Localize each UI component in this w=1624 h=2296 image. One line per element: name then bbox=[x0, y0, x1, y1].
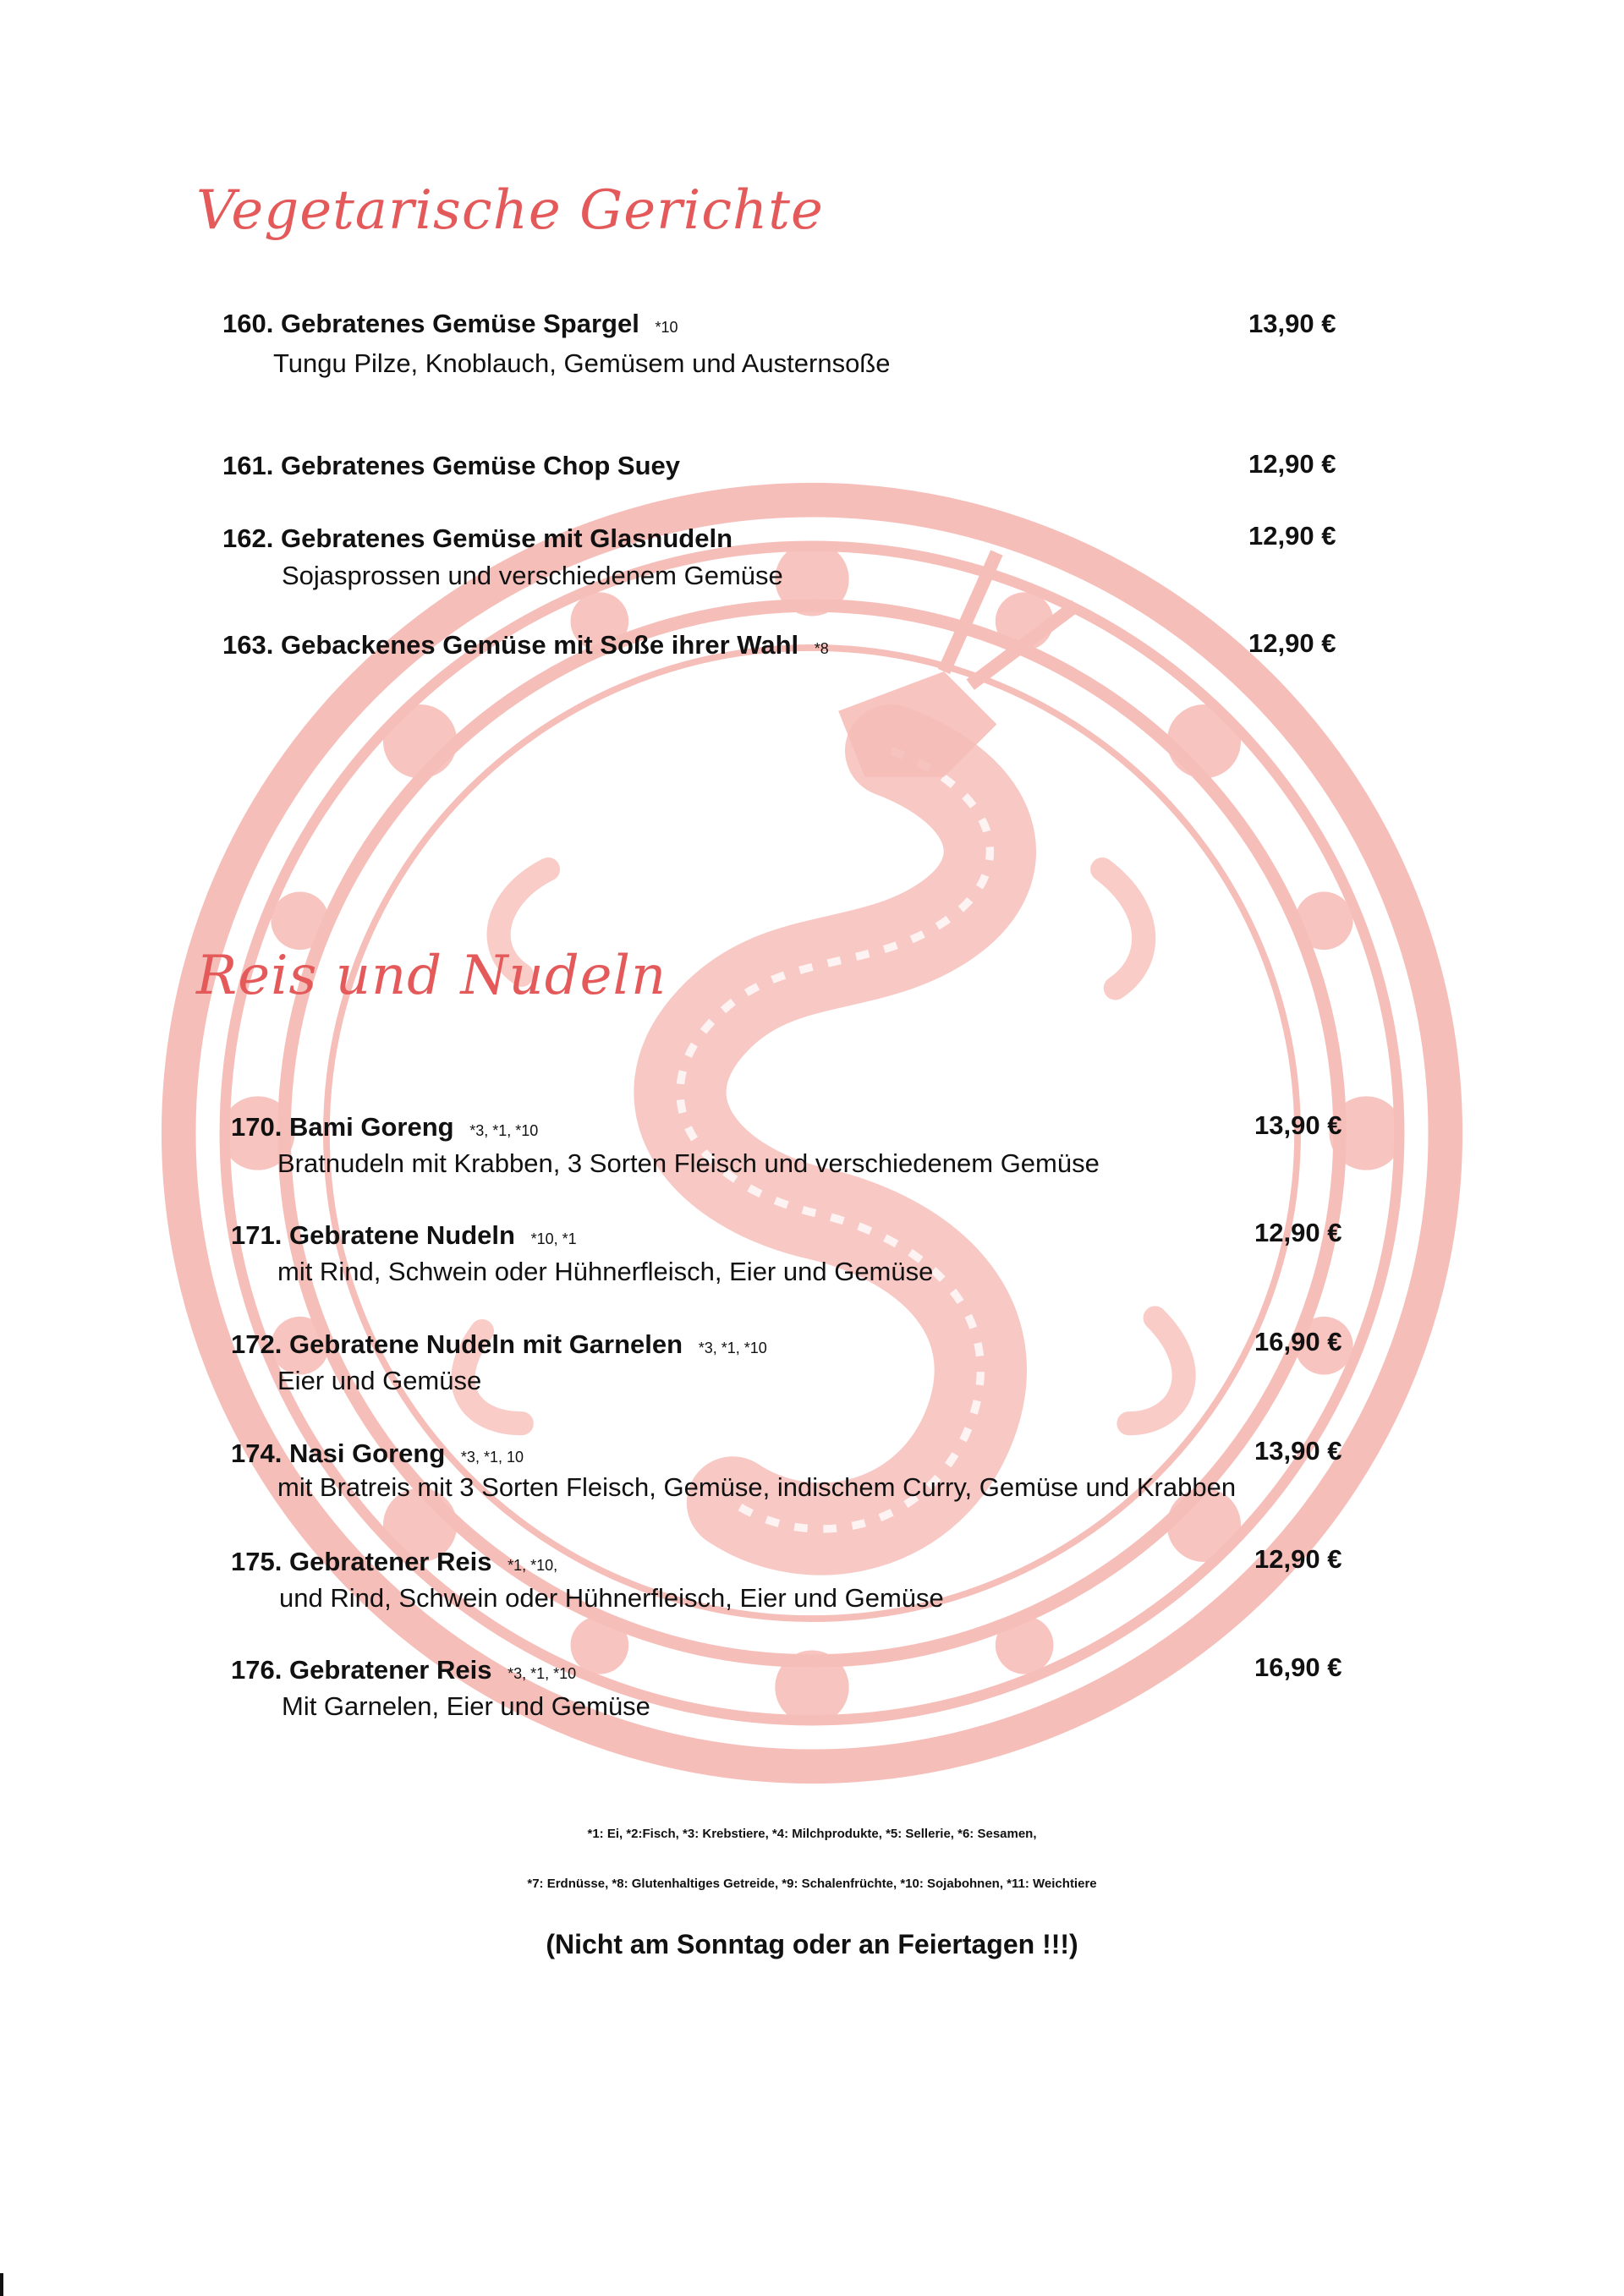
item-description: Eier und Gemüse bbox=[277, 1366, 482, 1395]
item-description: Mit Garnelen, Eier und Gemüse bbox=[282, 1691, 650, 1721]
item-allergens: *3, *1, *10 bbox=[508, 1665, 577, 1682]
item-price: 16,90 € bbox=[1254, 1327, 1342, 1356]
item-allergens: *3, *1, *10 bbox=[698, 1340, 767, 1356]
item-name: Gebratenes Gemüse mit Glasnudeln bbox=[280, 523, 733, 553]
allergen-legend-line-1: *1: Ei, *2:Fisch, *3: Krebstiere, *4: Milchprodukte, *5: Sellerie, *6: Sesamen, bbox=[587, 1827, 1037, 1841]
item-number: 174. bbox=[231, 1438, 283, 1468]
item-name: Gebratener Reis bbox=[288, 1547, 492, 1576]
item-allergens: *8 bbox=[814, 640, 829, 657]
scan-edge-mark bbox=[0, 2273, 3, 2296]
item-name: Bami Goreng bbox=[288, 1112, 454, 1142]
item-name: Gebratene Nudeln bbox=[288, 1220, 515, 1250]
item-price: 13,90 € bbox=[1254, 1110, 1342, 1140]
item-description: Bratnudeln mit Krabben, 3 Sorten Fleisch und verschiedenem Gemüse bbox=[277, 1148, 1100, 1178]
item-price: 12,90 € bbox=[1248, 521, 1336, 551]
item-allergens: *10, *1 bbox=[530, 1230, 577, 1247]
allergen-legend-line-2: *7: Erdnüsse, *8: Glutenhaltiges Getreide, *9: Schalenfrüchte, *10: Sojabohnen, *11: Weichtiere bbox=[527, 1877, 1097, 1891]
item-number: 170. bbox=[231, 1112, 283, 1142]
item-name: Gebratenes Gemüse Spargel bbox=[280, 309, 639, 338]
item-allergens: *10 bbox=[655, 319, 678, 336]
item-price: 12,90 € bbox=[1248, 449, 1336, 479]
section-title-rice-noodles: Reis und Nudeln bbox=[196, 945, 667, 1007]
item-name: Gebackenes Gemüse mit Soße ihrer Wahl bbox=[280, 630, 799, 660]
item-description: mit Bratreis mit 3 Sorten Fleisch, Gemüse, indischem Curry, Gemüse und Krabben bbox=[277, 1472, 1237, 1502]
item-name: Nasi Goreng bbox=[288, 1438, 446, 1468]
item-allergens: *1, *10, bbox=[508, 1557, 558, 1574]
item-allergens: *3, *1, *10 bbox=[469, 1122, 539, 1139]
item-number: 160. bbox=[222, 309, 274, 338]
availability-note: (Nicht am Sonntag oder an Feiertagen !!!) bbox=[546, 1929, 1078, 1959]
item-description: und Rind, Schwein oder Hühnerfleisch, Eier und Gemüse bbox=[279, 1583, 944, 1613]
item-description: mit Rind, Schwein oder Hühnerfleisch, Eier und Gemüse bbox=[277, 1257, 934, 1286]
item-number: 162. bbox=[222, 523, 274, 553]
item-price: 16,90 € bbox=[1254, 1652, 1342, 1682]
item-number: 172. bbox=[231, 1329, 283, 1359]
item-price: 12,90 € bbox=[1254, 1544, 1342, 1574]
item-price: 12,90 € bbox=[1248, 628, 1336, 658]
item-name: Gebratener Reis bbox=[288, 1655, 492, 1685]
item-number: 161. bbox=[222, 451, 274, 480]
item-name: Gebratene Nudeln mit Garnelen bbox=[288, 1329, 683, 1359]
item-price: 13,90 € bbox=[1248, 309, 1336, 338]
item-number: 171. bbox=[231, 1220, 283, 1250]
item-allergens: *3, *1, 10 bbox=[460, 1449, 524, 1466]
item-number: 163. bbox=[222, 630, 274, 660]
item-price: 13,90 € bbox=[1254, 1436, 1342, 1466]
item-description: Sojasprossen und verschiedenem Gemüse bbox=[282, 561, 783, 590]
section-title-vegetarian: Vegetarische Gerichte bbox=[196, 179, 824, 242]
item-description: Tungu Pilze, Knoblauch, Gemüsem und Austernsoße bbox=[273, 348, 891, 378]
item-number: 176. bbox=[231, 1655, 283, 1685]
item-number: 175. bbox=[231, 1547, 283, 1576]
item-name: Gebratenes Gemüse Chop Suey bbox=[280, 451, 681, 480]
item-price: 12,90 € bbox=[1254, 1218, 1342, 1247]
